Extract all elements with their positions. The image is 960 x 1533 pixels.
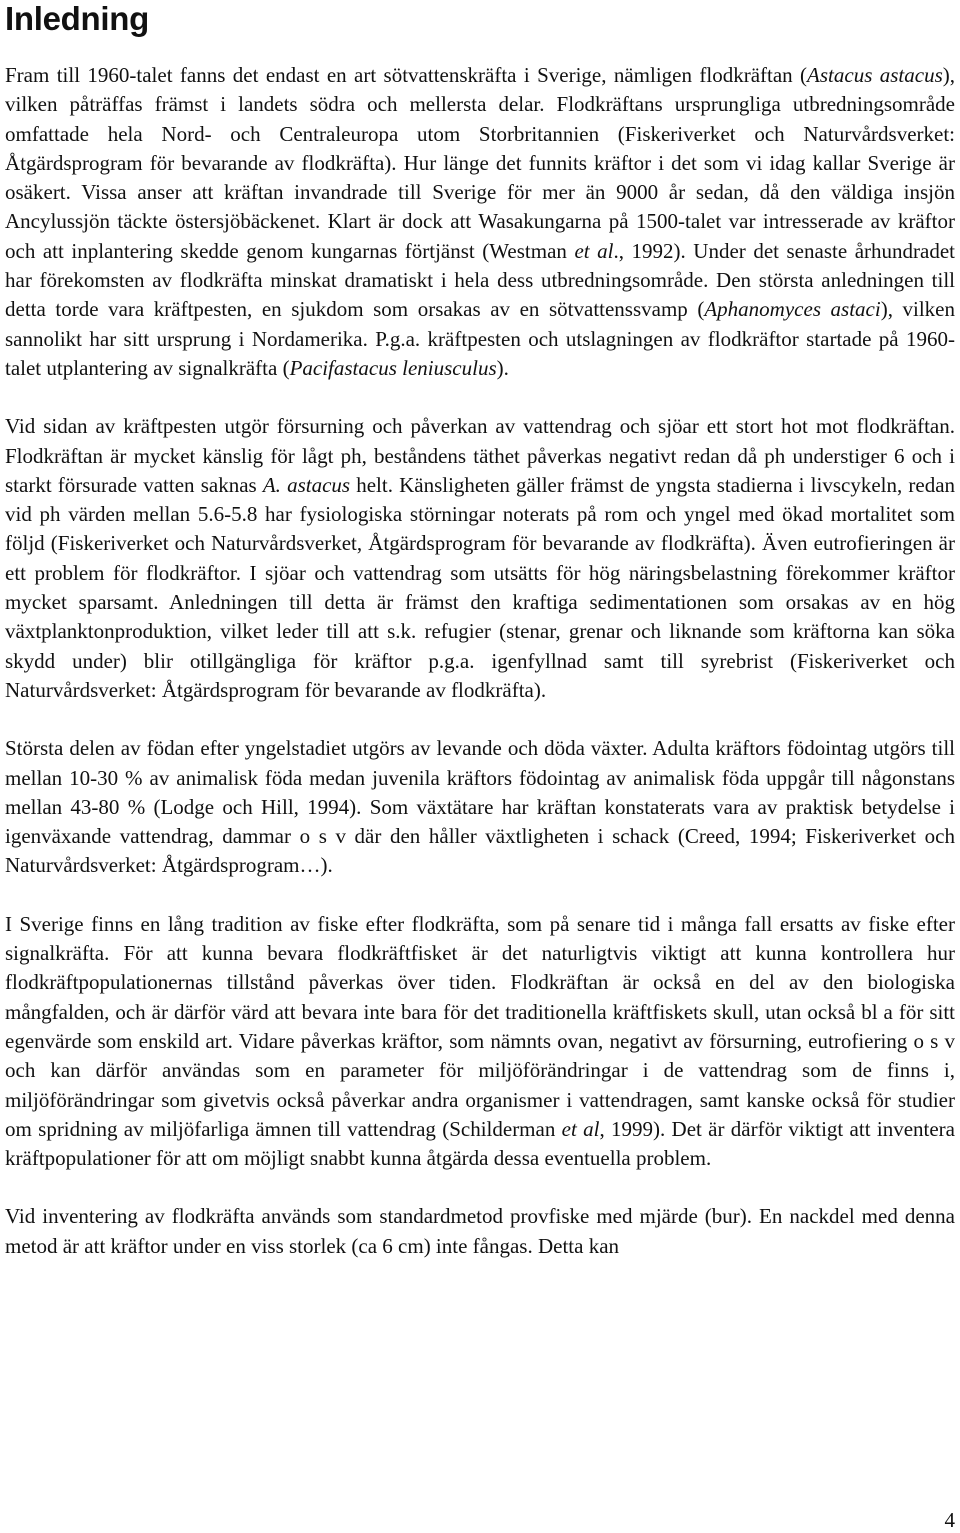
text-run: Största delen av födan efter yngelstadiet utgörs av levande och döda växter. Adulta kräftors födointag utgörs till mellan 10-30 % av animalisk föda medan juvenila kräftors födointag av animalisk föda uppgår till någonstans mellan 43-80 % (Lodge och Hill, 1994). Som växtätare har kräftan konstaterats vara av praktisk betydelse i igenväxande vattendrag, dammar o s v där den håller växtligheten i schack (Creed, 1994; Fiskeriverket och Naturvårdsverket: Åtgärdsprogram…). [5, 736, 955, 878]
page-number: 4 [944, 1508, 955, 1532]
italic-text-run: A. astacus [262, 472, 351, 497]
text-run: Vid inventering av flodkräfta används som standardmetod provfiske med mjärde (bur). En nackdel med denna metod är att kräftor under en viss storlek (ca 6 cm) inte fångas. Detta kan [5, 1204, 955, 1258]
italic-text-run: Aphanomyces astaci [704, 297, 881, 322]
italic-text-run: Astacus astacus [807, 63, 943, 87]
document-page [5, 0, 955, 1261]
text-run: ). [496, 355, 509, 380]
text-run: helt. Känsligheten gäller främst de yngsta stadierna i livscykeln, redan vid ph värden mellan 5.6-5.8 har fysiologiska störningar noterats på rom och yngel med ökad mortalitet som följd (Fiskeriverket och Naturvårdsverket, Åtgärdsprogram för bevarande av flodkräfta). Även eutrofieringen är ett problem för flodkräftor. I sjöar och vattendrag som utsätts för hög näringsbelastning förekommer kräftor mycket sparsamt. Anledningen till detta är främst den kraftiga sedimentationen som orsakas av en hög växtplanktonproduktion, vilket leder till att s.k. refugier (stenar, grenar och liknande som kräftorna kan söka skydd under) blir otillgängliga för kräftor p.g.a. igenfyllnad samt till syrebrist (Fiskeriverket och Naturvårdsverket: Åtgärdsprogram för bevarande av flodkräfta). [5, 472, 956, 702]
text-run: ), vilken sannolikt har sitt ursprung i Nordamerika. P.g.a. kräftpesten och utslagningen av flodkräftor startade på 1960-talet utplantering av signalkräfta ( [5, 297, 956, 380]
paragraph [5, 412, 955, 705]
italic-text-run: Pacifastacus leniusculus [289, 355, 497, 380]
italic-text-run: et al [561, 1116, 600, 1141]
paragraph [5, 734, 955, 880]
text-run: Vid sidan av kräftpesten utgör försurning och påverkan av vattendrag och sjöar ett stort hot mot flodkräftan. Flodkräftan är mycket känslig för lågt ph, beståndens täthet påverkas negativt redan då ph understiger 6 och i starkt försurade vatten saknas [5, 414, 955, 497]
text-run: ), vilken påträffas främst i landets södra och mellersta delar. Flodkräftans ursprungliga utbredningsområde omfattade hela Nord- och Centraleuropa utom Storbritannien (Fiskeriverket och Naturvårdsverket: Åtgärdsprogram för bevarande av flodkräfta). Hur länge det funnits kräftor i det som vi idag kallar Sverige är osäkert. Vissa anser att kräftan invandrade till Sverige för mer än 9000 år sedan, då den väldiga insjön Ancylussjön täckte östersjöbäckenet. Klart är dock att Wasakungarna på 1500-talet var intresserade av kräftor och att inplantering skedde genom kungarnas förtjänst (Westman [5, 63, 955, 263]
paragraph [5, 1202, 955, 1261]
italic-text-run: et al [574, 238, 614, 263]
section-heading: Inledning [5, 0, 149, 37]
paragraph [5, 910, 955, 1174]
paragraph [5, 61, 955, 383]
text-run: ., 1992). Under det senaste århundradet har förekomsten av flodkräfta minskat dramatiskt i hela dess utbredningsområde. Den största anledningen till detta torde vara kräftpesten, en sjukdom som orsakas av en sötvattenssvamp ( [5, 238, 955, 322]
text-run: I Sverige finns en lång tradition av fiske efter flodkräfta, som på senare tid i många fall ersatts av fiske efter signalkräfta. För att kunna bevara flodkräftfisket är det naturligtvis viktigt att kunna kontrollera hur flodkräftpopulationernas tillstånd påverkas över tiden. Flodkräftan är också en del av den biologiska mångfalden, och är därför värd att bevara inte bara för det traditionella kräftfiskets skull, utan också bl a för sitt egenvärde som enskild art. Vidare påverkas kräftor, som nämnts ovan, negativt av försurning, eutrofiering o s v och kan därför användas som en parameter för miljöförändringar i de vattendrag som de finns i, miljöförändringar som givetvis också påverkar andra organismer i vattendragen, samt kanske också för studier om spridning av miljöfarliga ämnen till vattendrag (Schilderman [5, 911, 955, 1141]
text-run: , 1999). Det är därför viktigt att inventera kräftpopulationer för att om möjligt snabbt kunna åtgärda dessa eventuella problem. [5, 1116, 955, 1171]
text-run: Fram till 1960-talet fanns det endast en art sötvattenskräfta i Sverige, nämligen flodkräftan ( [5, 63, 808, 87]
